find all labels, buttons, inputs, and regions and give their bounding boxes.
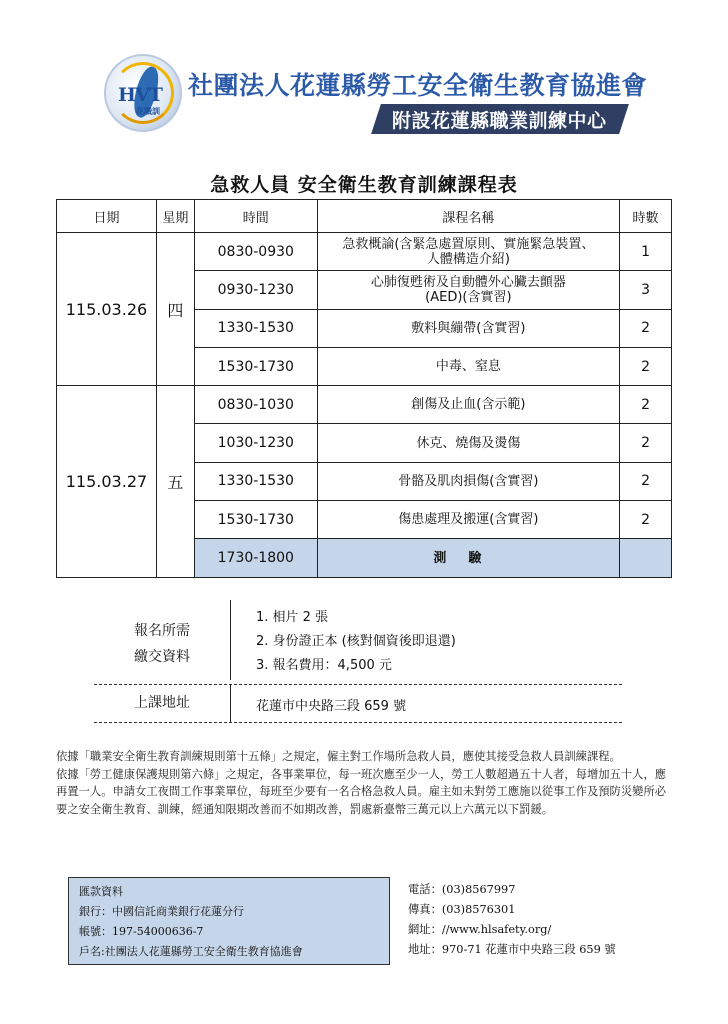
logo-subtext: 花職訓	[136, 107, 160, 116]
hours-cell: 2	[620, 462, 672, 500]
remittance-bank: 銀行：中國信託商業銀行花蓮分行	[79, 905, 244, 918]
weekday-cell: 五	[156, 386, 194, 577]
logo-text: HVT	[118, 84, 162, 106]
table-header-row	[57, 200, 672, 233]
time-cell: 1030-1230	[194, 424, 317, 462]
weekday-cell: 四	[156, 233, 194, 386]
remittance-heading: 匯款資料	[79, 885, 123, 898]
course-cell: 敷料與繃帶(含實習)	[317, 309, 619, 347]
course-cell: 傷患處理及搬運(含實習)	[317, 501, 619, 539]
table-row	[57, 386, 672, 424]
table-row	[57, 233, 672, 271]
time-cell: 0930-1230	[194, 271, 317, 309]
note-paragraph: 依據「勞工健康保護規則第六條」之規定，各事業單位，每一班次應至少一人，勞工人數超過五十人者，每增加五十人，應再置一人。申請女工夜間工作事業單位，每班至少要有一名合格急救人員。雇主如未對勞工應施以從事工作及預防災變所必要之安全衛生教育、訓練，經通知限期改善而不如期改善，罰處新臺幣三萬元以上六萬元以下罰鍰。	[56, 767, 667, 816]
course-cell: 測驗	[317, 539, 619, 577]
course-line: 人體構造介紹)	[426, 251, 510, 267]
divider	[230, 600, 231, 680]
label-line: 繳交資料	[134, 649, 190, 665]
time-cell: 1530-1730	[194, 501, 317, 539]
legal-notes	[56, 748, 676, 818]
course-cell: 骨骼及肌肉損傷(含實習)	[317, 462, 619, 500]
hours-cell: 2	[620, 424, 672, 462]
list-item: 2. 身份證正本 (核對個資後即退還)	[256, 634, 456, 649]
hours-cell	[620, 539, 672, 577]
note-paragraph: 依據「職業安全衛生教育訓練規則第十五條」之規定，僱主對工作場所急救人員，應使其接受急救人員訓練課程。	[56, 750, 621, 763]
remittance-box	[68, 877, 390, 965]
requirements-list	[256, 606, 456, 678]
hours-cell: 2	[620, 309, 672, 347]
requirements-label	[94, 618, 230, 670]
course-line: 心肺復甦術及自動體外心臟去顫器	[370, 274, 566, 290]
class-address: 花蓮市中央路三段 659 號	[256, 699, 407, 714]
page-title: 急救人員 安全衛生教育訓練課程表	[210, 174, 518, 196]
date-cell: 115.03.26	[57, 233, 157, 386]
hours-cell: 2	[620, 501, 672, 539]
org-logo	[104, 54, 182, 132]
dashed-divider	[94, 684, 622, 685]
contact-website[interactable]: 網址：//www.hlsafety.org/	[408, 923, 552, 936]
schedule-table	[56, 199, 672, 578]
time-cell: 0830-0930	[194, 233, 317, 271]
time-cell: 0830-1030	[194, 386, 317, 424]
contact-fax: 傳真：(03)8576301	[408, 903, 516, 916]
header-weekday: 星期	[156, 200, 194, 233]
course-line: (AED)(含實習)	[425, 289, 512, 305]
contact-phone: 電話：(03)8567997	[408, 883, 516, 896]
course-cell: 中毒、窒息	[317, 347, 619, 385]
org-subtitle: 附設花蓮縣職業訓練中心	[392, 110, 607, 132]
date-cell: 115.03.27	[57, 386, 157, 577]
contact-info	[408, 880, 616, 960]
course-cell: 創傷及止血(含示範)	[317, 386, 619, 424]
org-name: 社團法人花蓮縣勞工安全衛生教育協進會	[188, 71, 648, 100]
hours-cell: 2	[620, 347, 672, 385]
remittance-account: 帳號：197-54000636-7	[79, 925, 204, 938]
time-cell: 1330-1530	[194, 462, 317, 500]
header-date: 日期	[57, 200, 157, 233]
divider	[230, 684, 231, 722]
hours-cell: 1	[620, 233, 672, 271]
time-cell: 1530-1730	[194, 347, 317, 385]
address-label: 上課地址	[134, 695, 190, 711]
course-cell	[317, 233, 619, 271]
header-hours: 時數	[620, 200, 672, 233]
time-cell: 1730-1800	[194, 539, 317, 577]
course-line: 急救概論(含緊急處置原則、實施緊急裝置、	[342, 236, 595, 252]
hours-cell: 3	[620, 271, 672, 309]
list-item: 3. 報名費用：4,500 元	[256, 658, 392, 673]
remittance-holder: 戶名:社團法人花蓮縣勞工安全衛生教育協進會	[79, 945, 303, 958]
list-item: 1. 相片 2 張	[256, 610, 329, 625]
course-cell	[317, 271, 619, 309]
dashed-divider	[94, 722, 622, 723]
time-cell: 1330-1530	[194, 309, 317, 347]
contact-address: 地址：970-71 花蓮市中央路三段 659 號	[408, 943, 616, 956]
hours-cell: 2	[620, 386, 672, 424]
header-time: 時間	[194, 200, 317, 233]
header-course: 課程名稱	[317, 200, 619, 233]
label-line: 報名所需	[134, 623, 190, 639]
course-cell: 休克、燒傷及燙傷	[317, 424, 619, 462]
